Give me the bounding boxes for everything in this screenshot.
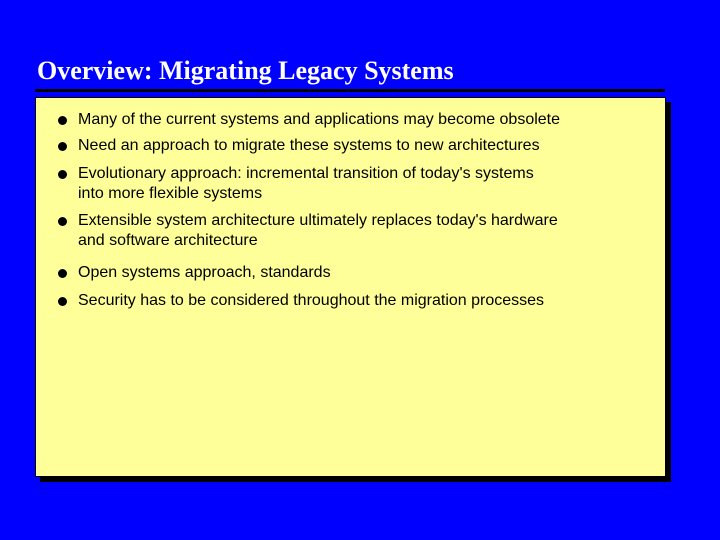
bullet-dot-icon bbox=[58, 217, 67, 226]
bullet-text: Evolutionary approach: incremental transition of today's systems into more flexible systems bbox=[78, 165, 534, 202]
bullet-item bbox=[58, 211, 658, 251]
bullet-dot-icon bbox=[58, 269, 67, 278]
bullet-item bbox=[58, 110, 658, 130]
bullet-dot-icon bbox=[58, 297, 67, 306]
bullet-item bbox=[58, 263, 658, 283]
bullet-item bbox=[58, 136, 658, 156]
bullet-item bbox=[58, 164, 658, 204]
slide-title: Overview: Migrating Legacy Systems bbox=[37, 56, 454, 85]
bullet-text: Need an approach to migrate these systems to new architectures bbox=[78, 137, 540, 154]
bullet-dot-icon bbox=[58, 116, 67, 125]
content-panel bbox=[35, 97, 666, 477]
bullet-text: Extensible system architecture ultimately replaces today's hardware and software architecture bbox=[78, 212, 558, 249]
bullet-text: Security has to be considered throughout the migration processes bbox=[78, 292, 545, 309]
bullet-text: Open systems approach, standards bbox=[78, 264, 331, 281]
bullet-item bbox=[58, 291, 658, 311]
bullet-dot-icon bbox=[58, 142, 67, 151]
title-underline bbox=[35, 89, 665, 92]
bullet-dot-icon bbox=[58, 170, 67, 179]
bullet-text: Many of the current systems and applications may become obsolete bbox=[78, 111, 561, 128]
